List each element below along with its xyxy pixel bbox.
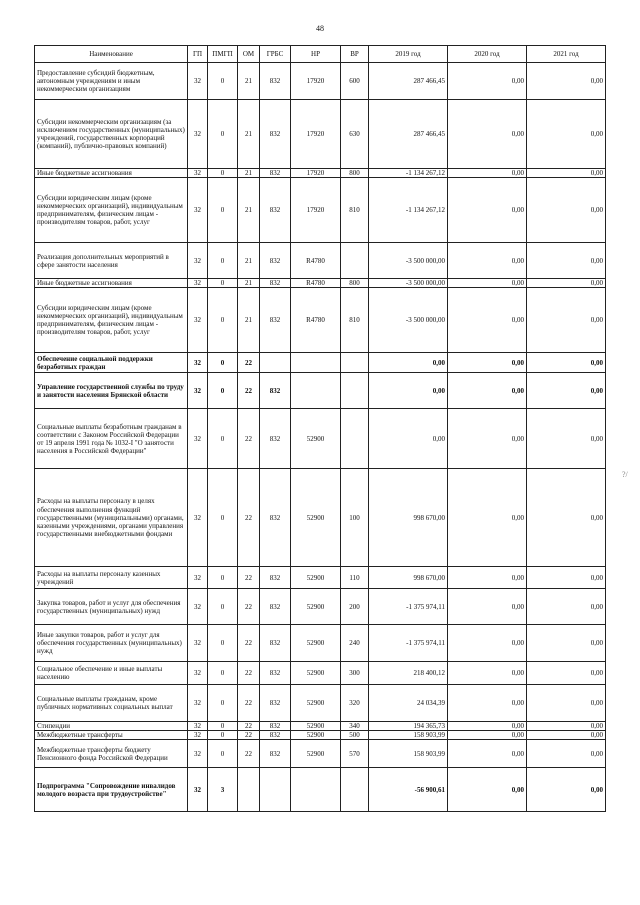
table-row: [35, 288, 606, 353]
cell-pmgp: 0: [208, 288, 238, 353]
cell-name: Социальные выплаты безработным гражданам в соответствии с Законом Российской Федерации от 19 апреля 1991 года № 1032-I "О занятости населения в Российской Федерации": [35, 409, 188, 469]
cell-vr: 810: [341, 288, 369, 353]
cell-gp: 32: [188, 373, 208, 409]
cell-grbs: 832: [260, 63, 291, 100]
cell-name: Реализация дополнительных мероприятий в сфере занятости населения: [35, 243, 188, 279]
cell-y2019: 998 670,00: [369, 469, 448, 567]
cell-grbs: 832: [260, 589, 291, 625]
cell-y2019: -1 375 974,11: [369, 589, 448, 625]
col-header-nr: НР: [291, 46, 341, 63]
cell-y2020: 0,00: [448, 288, 527, 353]
cell-gp: 32: [188, 243, 208, 279]
col-header-2020: 2020 год: [448, 46, 527, 63]
cell-vr: 500: [341, 731, 369, 740]
cell-y2020: 0,00: [448, 662, 527, 685]
table-row: [35, 100, 606, 169]
cell-grbs: 832: [260, 625, 291, 662]
table-row: [35, 768, 606, 812]
table-row: [35, 662, 606, 685]
cell-y2020: 0,00: [448, 685, 527, 722]
cell-y2021: 0,00: [527, 589, 606, 625]
header-row: [35, 46, 606, 63]
cell-name: Подпрограмма "Сопровождение инвалидов молодого возраста при трудоустройстве": [35, 768, 188, 812]
table-row: [35, 409, 606, 469]
col-header-grbs: ГРБС: [260, 46, 291, 63]
cell-y2019: -3 500 000,00: [369, 279, 448, 288]
col-header-2019: 2019 год: [369, 46, 448, 63]
cell-om: 21: [238, 178, 260, 243]
cell-vr: 200: [341, 589, 369, 625]
cell-om: 22: [238, 567, 260, 589]
cell-y2021: 0,00: [527, 279, 606, 288]
col-header-vr: ВР: [341, 46, 369, 63]
table-row: [35, 243, 606, 279]
cell-gp: 32: [188, 740, 208, 768]
cell-grbs: 832: [260, 685, 291, 722]
cell-name: Расходы на выплаты персоналу в целях обеспечения выполнения функций государственными (муниципальными) органами, казенными учреждениями, органами управления государственными внебюджетными фондами: [35, 469, 188, 567]
cell-y2021: 0,00: [527, 662, 606, 685]
cell-nr: 52900: [291, 589, 341, 625]
cell-grbs: [260, 353, 291, 373]
cell-om: [238, 768, 260, 812]
cell-y2020: 0,00: [448, 373, 527, 409]
cell-nr: 52900: [291, 722, 341, 731]
cell-name: Субсидии юридическим лицам (кроме некоммерческих организаций), индивидуальным предпринимателям, физическим лицам - производителям товаров, работ, услуг: [35, 288, 188, 353]
cell-y2020: 0,00: [448, 279, 527, 288]
cell-grbs: 832: [260, 740, 291, 768]
page-number: 48: [316, 24, 324, 33]
cell-pmgp: 0: [208, 409, 238, 469]
cell-om: 22: [238, 469, 260, 567]
cell-vr: [341, 243, 369, 279]
cell-name: Иные закупки товаров, работ и услуг для обеспечения государственных (муниципальных) нужд: [35, 625, 188, 662]
cell-vr: [341, 768, 369, 812]
cell-om: 21: [238, 279, 260, 288]
cell-y2019: 158 903,99: [369, 740, 448, 768]
cell-pmgp: 0: [208, 243, 238, 279]
cell-grbs: 832: [260, 100, 291, 169]
cell-y2021: 0,00: [527, 243, 606, 279]
cell-y2021: 0,00: [527, 178, 606, 243]
cell-pmgp: 0: [208, 353, 238, 373]
cell-pmgp: 0: [208, 279, 238, 288]
cell-om: 21: [238, 243, 260, 279]
cell-pmgp: 0: [208, 63, 238, 100]
cell-grbs: 832: [260, 243, 291, 279]
cell-om: 21: [238, 288, 260, 353]
cell-nr: 52900: [291, 662, 341, 685]
cell-grbs: 832: [260, 567, 291, 589]
cell-om: 22: [238, 589, 260, 625]
col-header-pmgp: ПМГП: [208, 46, 238, 63]
cell-y2021: 0,00: [527, 731, 606, 740]
cell-name: Управление государственной службы по труду и занятости населения Брянской области: [35, 373, 188, 409]
cell-pmgp: 0: [208, 178, 238, 243]
cell-pmgp: 0: [208, 373, 238, 409]
cell-vr: 600: [341, 63, 369, 100]
cell-y2019: 0,00: [369, 409, 448, 469]
table-row: [35, 567, 606, 589]
cell-vr: [341, 353, 369, 373]
cell-gp: 32: [188, 625, 208, 662]
table-row: [35, 279, 606, 288]
cell-nr: 17920: [291, 178, 341, 243]
cell-grbs: 832: [260, 169, 291, 178]
table-row: [35, 169, 606, 178]
cell-y2021: 0,00: [527, 722, 606, 731]
cell-gp: 32: [188, 722, 208, 731]
cell-nr: 52900: [291, 740, 341, 768]
cell-nr: 52900: [291, 409, 341, 469]
cell-y2019: -3 500 000,00: [369, 243, 448, 279]
cell-y2020: 0,00: [448, 567, 527, 589]
table-row: [35, 685, 606, 722]
table-row: [35, 353, 606, 373]
cell-y2019: -1 375 974,11: [369, 625, 448, 662]
cell-pmgp: 0: [208, 100, 238, 169]
cell-name: Иные бюджетные ассигнования: [35, 169, 188, 178]
cell-y2020: 0,00: [448, 353, 527, 373]
cell-y2020: 0,00: [448, 469, 527, 567]
cell-vr: 100: [341, 469, 369, 567]
col-header-gp: ГП: [188, 46, 208, 63]
cell-om: 21: [238, 63, 260, 100]
cell-gp: 32: [188, 353, 208, 373]
cell-y2021: 0,00: [527, 288, 606, 353]
cell-nr: 52900: [291, 731, 341, 740]
cell-vr: 110: [341, 567, 369, 589]
cell-y2020: 0,00: [448, 589, 527, 625]
cell-nr: 52900: [291, 625, 341, 662]
cell-pmgp: 0: [208, 625, 238, 662]
cell-pmgp: 0: [208, 662, 238, 685]
cell-y2019: 0,00: [369, 373, 448, 409]
cell-om: 22: [238, 373, 260, 409]
cell-y2021: 0,00: [527, 685, 606, 722]
cell-om: 21: [238, 169, 260, 178]
cell-om: 22: [238, 722, 260, 731]
cell-om: 22: [238, 662, 260, 685]
cell-y2020: 0,00: [448, 722, 527, 731]
cell-gp: 32: [188, 768, 208, 812]
cell-y2019: 218 400,12: [369, 662, 448, 685]
cell-y2019: 0,00: [369, 353, 448, 373]
margin-mark: ?/: [622, 470, 628, 479]
cell-y2020: 0,00: [448, 740, 527, 768]
col-header-2021: 2021 год: [527, 46, 606, 63]
cell-pmgp: 0: [208, 567, 238, 589]
cell-gp: 32: [188, 662, 208, 685]
cell-y2020: 0,00: [448, 169, 527, 178]
col-header-name: Наименование: [35, 46, 188, 63]
table-row: [35, 373, 606, 409]
cell-om: 21: [238, 100, 260, 169]
cell-y2019: 24 034,39: [369, 685, 448, 722]
cell-grbs: 832: [260, 373, 291, 409]
cell-gp: 32: [188, 288, 208, 353]
cell-nr: [291, 353, 341, 373]
cell-grbs: 832: [260, 178, 291, 243]
cell-y2019: -3 500 000,00: [369, 288, 448, 353]
cell-y2020: 0,00: [448, 63, 527, 100]
cell-pmgp: 0: [208, 731, 238, 740]
cell-name: Стипендии: [35, 722, 188, 731]
cell-name: Закупка товаров, работ и услуг для обеспечения государственных (муниципальных) нужд: [35, 589, 188, 625]
cell-name: Обеспечение социальной поддержки безработных граждан: [35, 353, 188, 373]
cell-y2021: 0,00: [527, 740, 606, 768]
cell-gp: 32: [188, 731, 208, 740]
cell-gp: 32: [188, 100, 208, 169]
cell-om: 22: [238, 353, 260, 373]
cell-gp: 32: [188, 567, 208, 589]
cell-y2019: 287 466,45: [369, 100, 448, 169]
cell-y2021: 0,00: [527, 567, 606, 589]
cell-y2020: 0,00: [448, 178, 527, 243]
cell-y2020: 0,00: [448, 409, 527, 469]
cell-gp: 32: [188, 169, 208, 178]
cell-y2020: 0,00: [448, 100, 527, 169]
cell-pmgp: 0: [208, 740, 238, 768]
cell-nr: 52900: [291, 567, 341, 589]
cell-nr: 17920: [291, 169, 341, 178]
table-row: [35, 722, 606, 731]
cell-y2019: 287 466,45: [369, 63, 448, 100]
cell-nr: R4780: [291, 279, 341, 288]
cell-gp: 32: [188, 589, 208, 625]
cell-nr: 52900: [291, 685, 341, 722]
cell-gp: 32: [188, 469, 208, 567]
table-body: [35, 63, 606, 812]
table-row: [35, 63, 606, 100]
cell-y2019: -56 900,61: [369, 768, 448, 812]
cell-nr: 52900: [291, 469, 341, 567]
cell-grbs: [260, 768, 291, 812]
cell-vr: 320: [341, 685, 369, 722]
cell-y2019: 998 670,00: [369, 567, 448, 589]
cell-om: 22: [238, 731, 260, 740]
cell-om: 22: [238, 625, 260, 662]
cell-nr: [291, 373, 341, 409]
cell-name: Межбюджетные трансферты бюджету Пенсионного фонда Российской Федерации: [35, 740, 188, 768]
table-row: [35, 625, 606, 662]
cell-nr: R4780: [291, 288, 341, 353]
cell-y2021: 0,00: [527, 768, 606, 812]
cell-y2020: 0,00: [448, 625, 527, 662]
cell-y2019: -1 134 267,12: [369, 169, 448, 178]
cell-name: Субсидии некоммерческим организациям (за исключением государственных (муниципальных) учреждений, государственных корпораций (компаний), публично-правовых компаний): [35, 100, 188, 169]
cell-y2021: 0,00: [527, 353, 606, 373]
cell-y2021: 0,00: [527, 169, 606, 178]
cell-vr: 810: [341, 178, 369, 243]
cell-grbs: 832: [260, 731, 291, 740]
cell-gp: 32: [188, 63, 208, 100]
cell-y2021: 0,00: [527, 625, 606, 662]
cell-nr: 17920: [291, 63, 341, 100]
cell-y2020: 0,00: [448, 768, 527, 812]
cell-name: Субсидии юридическим лицам (кроме некоммерческих организаций), индивидуальным предпринимателям, физическим лицам - производителям товаров, работ, услуг: [35, 178, 188, 243]
cell-om: 22: [238, 740, 260, 768]
cell-vr: 340: [341, 722, 369, 731]
cell-vr: 240: [341, 625, 369, 662]
cell-y2020: 0,00: [448, 731, 527, 740]
cell-y2019: 194 365,73: [369, 722, 448, 731]
table-row: [35, 469, 606, 567]
cell-vr: 570: [341, 740, 369, 768]
cell-name: Предоставление субсидий бюджетным, автономным учреждениям и иным некоммерческим организациям: [35, 63, 188, 100]
table-row: [35, 178, 606, 243]
cell-grbs: 832: [260, 409, 291, 469]
cell-vr: 800: [341, 169, 369, 178]
cell-name: Иные бюджетные ассигнования: [35, 279, 188, 288]
cell-y2021: 0,00: [527, 469, 606, 567]
cell-pmgp: 0: [208, 589, 238, 625]
cell-om: 22: [238, 409, 260, 469]
cell-name: Межбюджетные трансферты: [35, 731, 188, 740]
cell-grbs: 832: [260, 662, 291, 685]
cell-om: 22: [238, 685, 260, 722]
cell-pmgp: 0: [208, 169, 238, 178]
cell-vr: [341, 409, 369, 469]
cell-y2021: 0,00: [527, 409, 606, 469]
col-header-om: ОМ: [238, 46, 260, 63]
cell-name: Расходы на выплаты персоналу казенных учреждений: [35, 567, 188, 589]
cell-y2019: 158 903,99: [369, 731, 448, 740]
cell-vr: 630: [341, 100, 369, 169]
cell-name: Социальное обеспечение и иные выплаты населению: [35, 662, 188, 685]
cell-grbs: 832: [260, 469, 291, 567]
cell-name: Социальные выплаты гражданам, кроме публичных нормативных социальных выплат: [35, 685, 188, 722]
cell-gp: 32: [188, 178, 208, 243]
table-row: [35, 731, 606, 740]
table-row: [35, 740, 606, 768]
cell-pmgp: 0: [208, 469, 238, 567]
cell-pmgp: 0: [208, 722, 238, 731]
cell-y2021: 0,00: [527, 63, 606, 100]
cell-pmgp: 0: [208, 685, 238, 722]
cell-nr: [291, 768, 341, 812]
cell-y2021: 0,00: [527, 100, 606, 169]
cell-pmgp: 3: [208, 768, 238, 812]
budget-table: [34, 45, 606, 812]
cell-y2020: 0,00: [448, 243, 527, 279]
cell-vr: [341, 373, 369, 409]
cell-gp: 32: [188, 685, 208, 722]
cell-nr: R4780: [291, 243, 341, 279]
cell-y2021: 0,00: [527, 373, 606, 409]
cell-vr: 300: [341, 662, 369, 685]
cell-grbs: 832: [260, 288, 291, 353]
cell-gp: 32: [188, 279, 208, 288]
cell-nr: 17920: [291, 100, 341, 169]
cell-grbs: 832: [260, 279, 291, 288]
cell-y2019: -1 134 267,12: [369, 178, 448, 243]
cell-grbs: 832: [260, 722, 291, 731]
table-row: [35, 589, 606, 625]
cell-gp: 32: [188, 409, 208, 469]
cell-vr: 800: [341, 279, 369, 288]
